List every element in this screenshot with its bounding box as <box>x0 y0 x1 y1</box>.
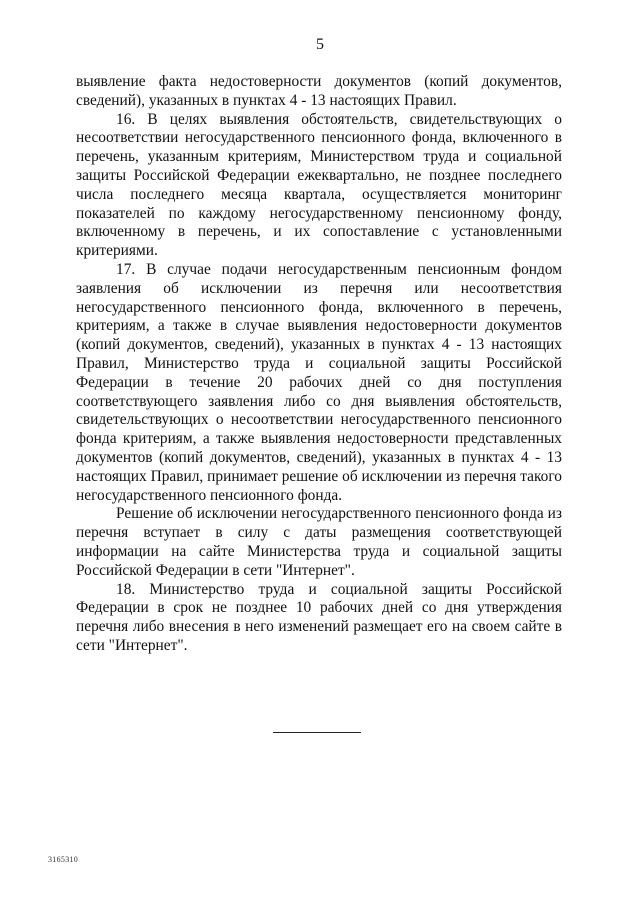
page-number: 5 <box>316 36 324 53</box>
paragraph-item-18: 18. Министерство труда и социальной защиты Российской Федерации в срок не позднее 10 рабочих дней со дня утверждения перечня либо внесения в него изменений размещает его на своем сайте в сети "Интернет". <box>76 580 562 654</box>
document-code: 3165310 <box>48 855 79 864</box>
end-separator-line <box>273 732 361 733</box>
paragraph-exclusion-decision: Решение об исключении негосударственного пенсионного фонда из перечня вступает в силу с даты размещения соответствующей информации на сайте Министерства труда и социальной защиты Российской Федерации в сети "Интернет". <box>76 505 562 579</box>
paragraph-item-17: 17. В случае подачи негосударственным пенсионным фондом заявления об исключении из перечня или несоответствия негосударственного пенсионного фонда, включенного в перечень, критериям, а также в случае выявления недостоверности документов (копий документов, сведений), указанных в пунктах 4 - 13 настоящих Правил, Министерство труда и социальной защиты Российской Федерации в течение 20 рабочих дней со дня поступления соответствующего заявления либо со дня выявления обстоятельств, свидетельствующих о несоответствии негосударственного пенсионного фонда критериям, а также выявления недостоверности представленных документов (копий документов, сведений), указанных в пунктах 4 - 13 настоящих Правил, принимает решение об исключении из перечня такого негосударственного пенсионного фонда. <box>76 260 562 504</box>
paragraph-item-16: 16. В целях выявления обстоятельств, свидетельствующих о несоответствии негосударственного пенсионного фонда, включенного в перечень, указанным критериям, Министерством труда и социальной защиты Российской Федерации ежеквартально, не позднее последнего числа последнего месяца квартала, осуществляется мониторинг показателей по каждому негосударственному пенсионному фонду, включенному в перечень, и их сопоставление с установленными критериями. <box>76 110 562 260</box>
document-body <box>76 73 562 656</box>
paragraph-continuation: выявление факта недостоверности документов (копий документов, сведений), указанных в пунктах 4 - 13 настоящих Правил. <box>76 73 562 109</box>
